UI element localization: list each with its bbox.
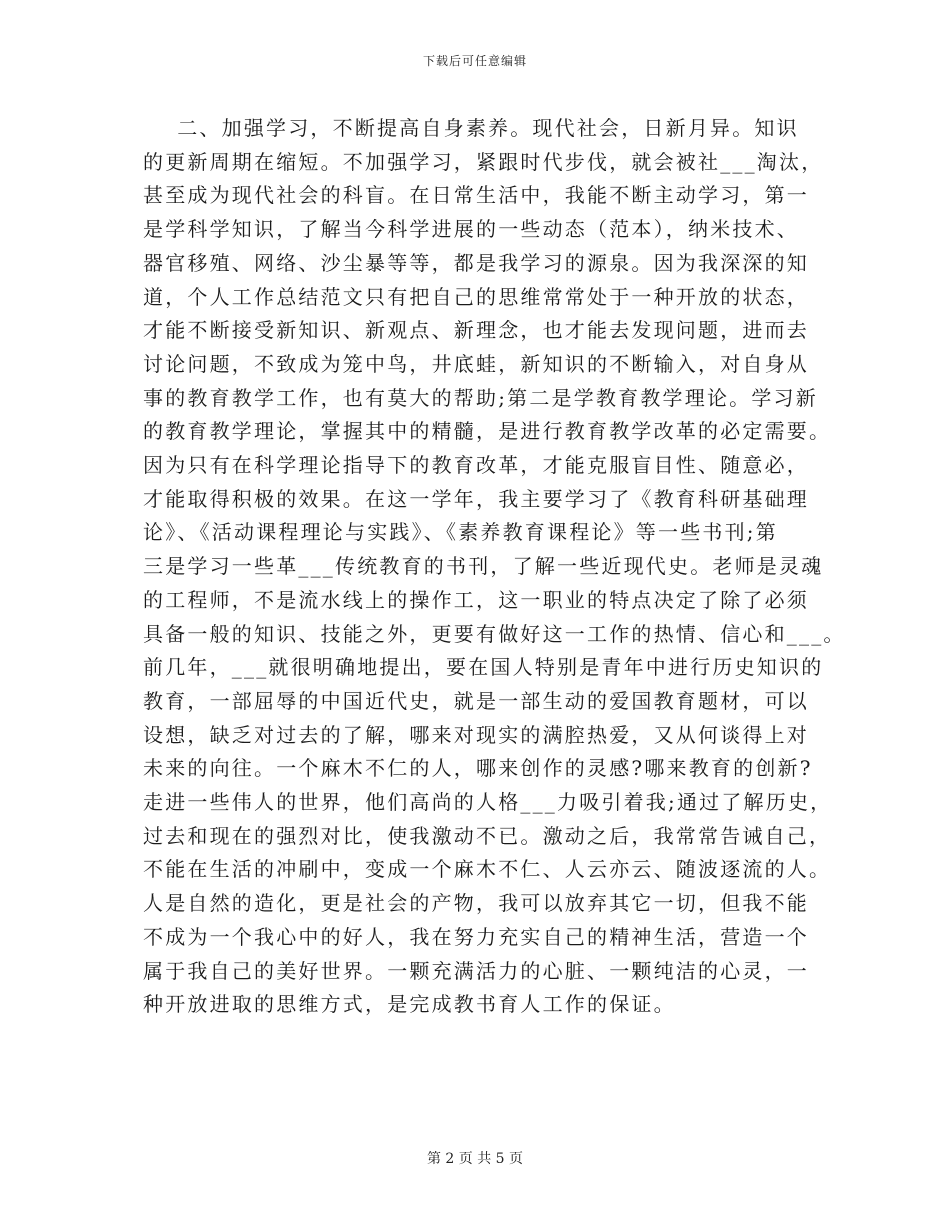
text-line: 二、加强学习，不断提高自身素养。现代社会，日新月异。知识: [143, 116, 799, 140]
text-line: 种开放进取的思维方式，是完成教书育人工作的保证。: [143, 992, 676, 1017]
text-line: 才能不断接受新知识、新观点、新理念，也才能去发现问题，进而去: [143, 318, 809, 343]
text-line: 教育，一部屈辱的中国近代史，就是一部生动的爱国教育题材，可以: [143, 688, 809, 713]
text-line: 道，个人工作总结范文只有把自己的思维常常处于一种开放的状态，: [143, 284, 809, 309]
text-line: 三是学习一些革___传统教育的书刊，了解一些近现代史。老师是灵魂: [143, 554, 824, 579]
text-line: 甚至成为现代社会的科盲。在日常生活中，我能不断主动学习，第一: [143, 183, 809, 208]
text-line: 的更新周期在缩短。不加强学习，紧跟时代步伐，就会被社___淘汰，: [143, 149, 824, 174]
text-line: 器官移殖、网络、沙尘暴等等，都是我学习的源泉。因为我深深的知: [143, 250, 809, 275]
text-line: 因为只有在科学理论指导下的教育改革，才能克服盲目性、随意必，: [143, 453, 809, 478]
text-line: 事的教育教学工作，也有莫大的帮助;第二是学教育教学理论。学习新: [143, 385, 818, 410]
text-line: 人是自然的造化，更是社会的产物，我可以放弃其它一切，但我不能: [143, 891, 809, 916]
text-line: 走进一些伟人的世界，他们高尚的人格___力吸引着我;通过了解历史，: [143, 790, 833, 815]
document-body: [143, 112, 846, 1022]
text-line: 具备一般的知识、技能之外，更要有做好这一工作的热情、信心和___。: [143, 621, 846, 646]
text-line: 不能在生活的冲刷中，变成一个麻木不仁、人云亦云、随波逐流的人。: [143, 857, 832, 882]
text-line: 属于我自己的美好世界。一颗充满活力的心脏、一颗纯洁的心灵，一: [143, 958, 809, 983]
text-line: 不成为一个我心中的好人，我在努力充实自己的精神生活，营造一个: [143, 924, 809, 949]
text-line: 是学科学知识，了解当今科学进展的一些动态（范本），纳米技术、: [143, 217, 799, 242]
text-line: 的教育教学理论，掌握其中的精髓，是进行教育教学改革的必定需要。: [143, 419, 832, 444]
text-line: 讨论问题，不致成为笼中鸟，井底蛙，新知识的不断输入，对自身从: [143, 351, 809, 376]
text-line: 论》、《活动课程理论与实践》、《素养教育课程论》等一些书刊;第: [143, 520, 778, 545]
text-line: 前几年，___就很明确地提出，要在国人特别是青年中进行历史知识的: [143, 655, 824, 680]
text-line: 的工程师，不是流水线上的操作工，这一职业的特点决定了除了必须: [143, 587, 809, 612]
page-number-indicator: 第 2 页 共 5 页: [426, 1151, 524, 1167]
text-line: 未来的向往。一个麻木不仁的人，哪来创作的灵感?哪来教育的创新?: [143, 756, 813, 781]
text-line: 才能取得积极的效果。在这一学年，我主要学习了《教育科研基础理: [143, 486, 809, 511]
page-header-note: 下载后可任意编辑: [422, 54, 527, 68]
text-line: 过去和现在的强烈对比，使我激动不已。激动之后，我常常告诫自己，: [143, 823, 832, 848]
text-line: 设想，缺乏对过去的了解，哪来对现实的满腔热爱，又从何谈得上对: [143, 722, 809, 747]
